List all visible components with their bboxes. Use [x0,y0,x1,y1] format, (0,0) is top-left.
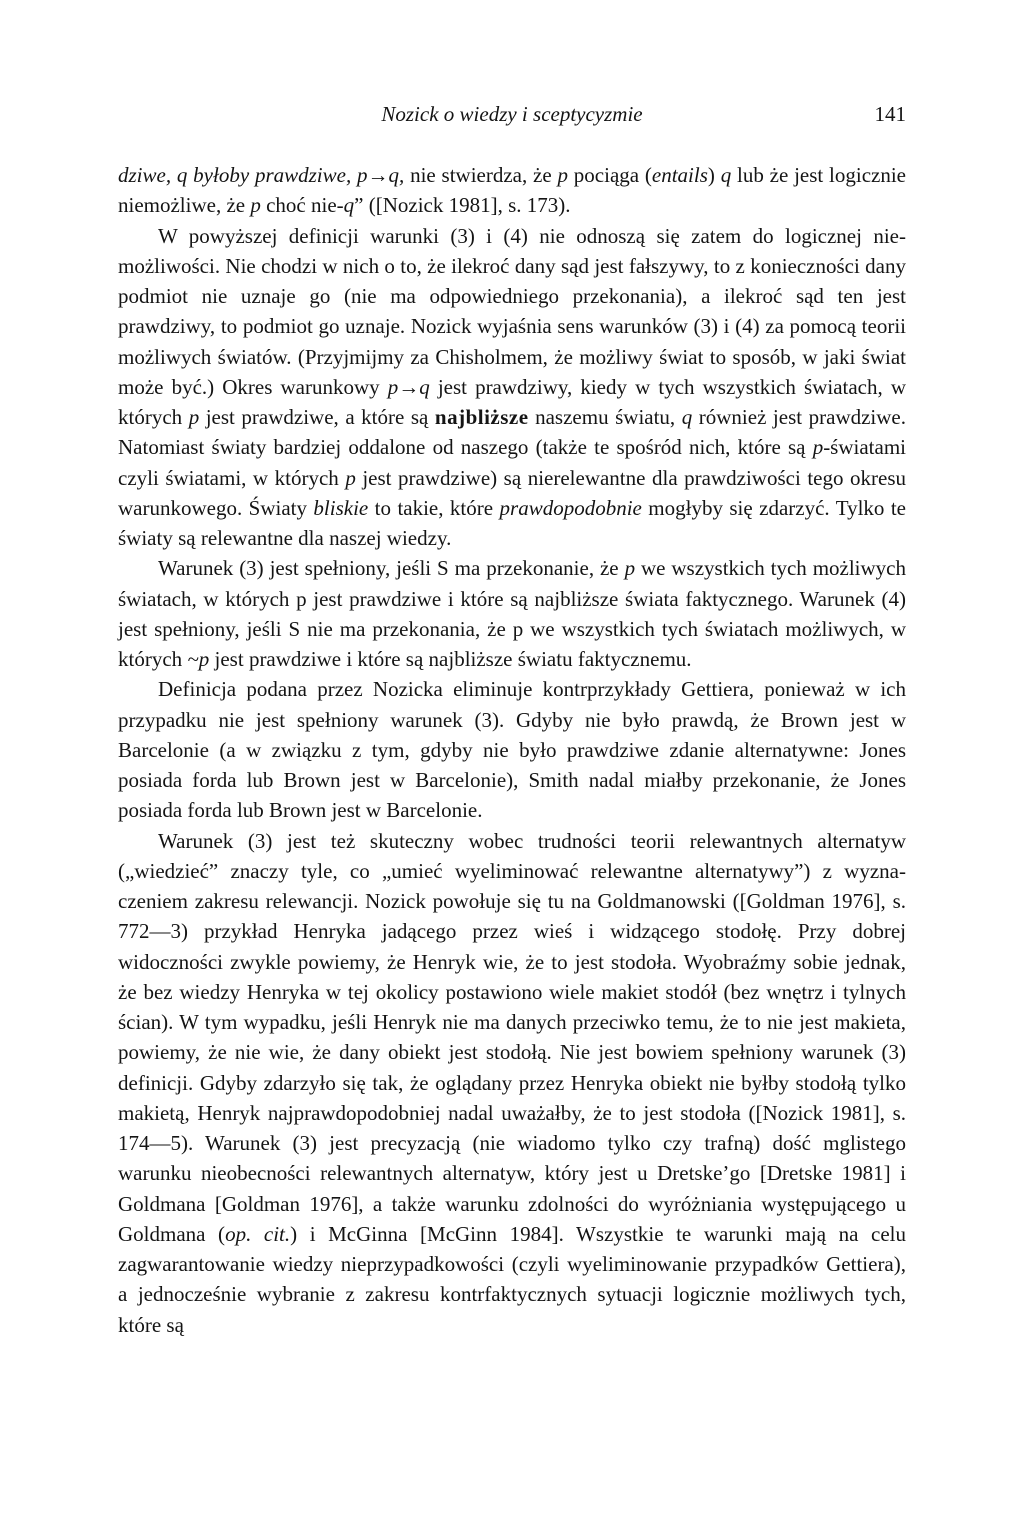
text-span: we wszystkich tych możliwych światach, w których p jest prawdziwe i które są najbliższe świata faktycznego. Warunek (4) jest spełniony, jeśli S nie ma przekonania, że p we wszystkich tych światach możliwych, w których [118,556,906,671]
text-span: ) i McGinna [McGinn 1984]. Wszystkie te warunki mają na celu zagwarantowanie wiedzy nieprzypadkowości (czyli wyeliminowanie przypadków Gettiera), a jednocześnie wybranie z zakresu kontrfaktycznych sytuacji logicznie możliwych tych, które są [118,1221,906,1337]
text-span: -światami czyli światami, w których [118,435,906,490]
text-span: jest prawdziwy, kiedy w tych wszystkich światach, w których [118,374,906,429]
paragraph [118,553,906,674]
emphasis-bold: najbliższe [434,405,529,429]
text-span: q [681,405,693,429]
text-span: W powyższej definicji warunki (3) i (4) nie odnoszą się zatem do logicznej niemożliwości. [118,223,906,278]
text-span: Warunek (3) jest też skuteczny wobec trudności teorii relewantnych alternatyw („wiedzieć” znaczy tyle, co „umieć wyeliminować relewantne alternatywy”) z wyznaczeniem zakresu relewancji. Nozick powołuje się tu na Goldmanowski ([Goldman 1976], s. 772—3) przykład Henryka jadącego przez wieś i widzącego stodołę. Przy dobrej widoczności zwykle powiemy, że Henryk wie, że to jest stodoła. Wyobraźmy sobie jednak, że bez wiedzy Henryka w tej okolicy postawiono wiele makiet stodół (bez wnętrz i tylnych ścian). W tym wypadku, jeśli Henryk nie ma danych przeciwko temu, że to nie jest makieta, powiemy, że nie wie, że dany obiekt jest stodołą. Nie jest bowiem spełniony warunek (3) definicji. Gdyby zdarzyło się tak, że oglądany przez Henryka obiekt nie byłby stodołą tylko makietą, Henryk najprawdopodobniej nadal uważałby, że to jest stodoła ([Nozick 1981], s. 174—5). Warunek (3) jest precyzacją (nie wiadomo tylko czy trafną) dość mglistego warunku nieobecności relewantnych alternatyw, który jest u Dretske’go [Dretske 1981] i Goldmana [Goldman 1976], a także warunku zdolności do wyróżniania występującego u Goldmana ( [118,828,906,1246]
text-span: bliskie [313,495,369,520]
text-span: prawdopodobnie [499,495,642,520]
text-span: również jest prawdziwe. Natomiast światy bardziej oddalone od naszego (także te spośród nich, które są [118,405,906,460]
text-span: ” ([Nozick 1981], s. 173). [354,193,571,218]
body-text [118,160,906,1340]
page-number: 141 [874,102,906,126]
text-span: ) [707,163,721,187]
text-span: lub że jest logicznie niemożliwe, że [118,163,906,218]
text-span: p [624,556,636,581]
paragraph: Definicja podana przez Nozicka eliminuje kontrprzykłady Gettiera, ponieważ w ich przypadku nie jest spełniony warunek (3). Gdyby nie było prawdą, że Brown jest w Barcelonie (a w związku z tym, gdyby nie było prawdziwe zdanie alternatywne: Jones posiada forda lub Brown jest w Barcelonie), Smith nadal miałby przekonanie, że Jones posiada forda lub Brown jest w Barcelonie. [118,677,906,823]
text-span: op. cit. [225,1221,291,1246]
paragraph-continued [118,160,906,221]
text-span: entails [651,163,708,187]
text-span: p [250,193,261,218]
text-span: jest prawdziwe) są nierelewantne dla prawdziwości tego okresu warunkowego. Światy [118,465,906,520]
text-span: jest prawdziwe i które są najbliższe światu faktycznemu. [209,647,692,671]
text-span: q [343,193,355,218]
paragraph [118,826,906,1340]
text-span: p [557,163,568,187]
text-span: choć nie- [260,193,344,218]
text-span: pociąga ( [568,163,652,187]
text-span: p [345,465,356,490]
text-span: Nie chodzi w nich o to, że ilekroć dany sąd jest fałszywy, to z konieczności dany podmiot nie uznaje go (nie ma odpowiedniego przekonania), a ilekroć sąd ten jest prawdziwy, to podmiot go uznaje. Nozick wyjaśnia sens warunków (3) i (4) za pomocą teorii możliwych światów. (Przyjmijmy za Chisholmem, że możliwy świat to sposób, w jaki świat może być.) Okres warunkowy [118,253,906,399]
text-span: Warunek (3) jest spełniony, jeśli S ma przekonanie, że [158,556,625,581]
text-span: to takie, które [368,495,500,520]
running-title: Nozick o wiedzy i sceptycyzmie [381,102,643,126]
text-span: naszemu światu, [528,405,682,429]
text-span: dziwe, q byłoby prawdziwe, p→q, [118,163,405,187]
text-span: jest prawdziwe, a które są [199,405,435,429]
text-span: p [812,435,824,460]
text-span: q [720,163,732,187]
text-span: nie stwierdza, że [404,163,558,187]
text-span: ~p [187,647,210,671]
text-span: p→q [387,374,430,399]
text-span: p [188,405,200,429]
text-span: mogłyby się zdarzyć. Tylko te światy są relewantne dla naszej wiedzy. [118,495,906,550]
paragraph [118,221,906,554]
